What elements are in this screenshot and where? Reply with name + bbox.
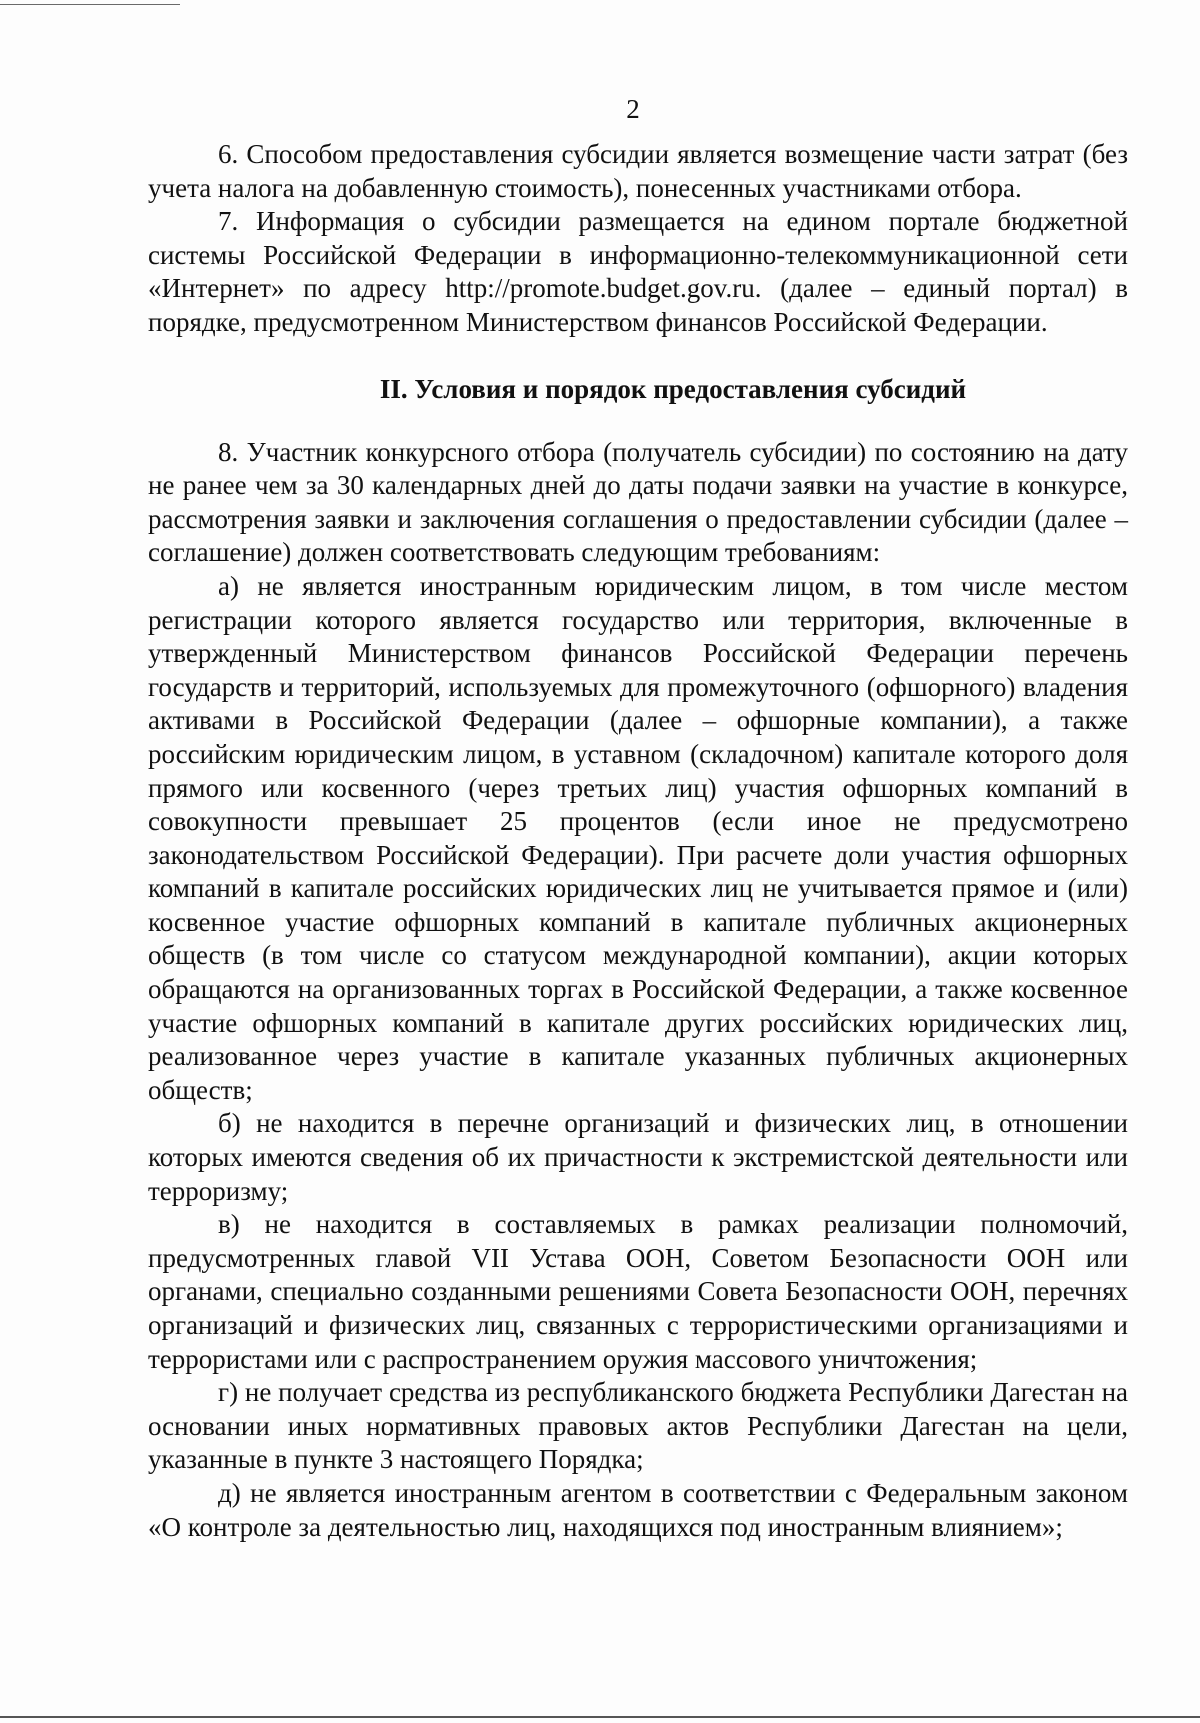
subparagraph-b: б) не находится в перечне организаций и физических лиц, в отношении которых имеются сведения об их причастности к экстремистской деятельности или терроризму; <box>148 1108 1128 1206</box>
paragraph-8: 8. Участник конкурсного отбора (получатель субсидии) по состоянию на дату не ранее чем за 30 календарных дней до даты подачи заявки на участие в конкурсе, рассмотрения заявки и заключения соглашения о предоставлении субсидии (далее – соглашение) должен соответствовать следующим требованиям: <box>148 436 1128 568</box>
paragraph-6: 6. Способом предоставления субсидии является возмещение части затрат (без учета налога на добавленную стоимость), понесенных участниками отбора. <box>148 139 1128 203</box>
spacer <box>148 406 1128 436</box>
subparagraph-g: г) не получает средства из республиканского бюджета Республики Дагестан на основании иных нормативных правовых актов Республики Дагестан на цели, указанные в пункте 3 настоящего Порядка; <box>148 1377 1128 1475</box>
section-heading: II. Условия и порядок предоставления субсидий <box>379 373 967 404</box>
paragraph-7: 7. Информация о субсидии размещается на едином портале бюджетной системы Российской Федерации в информационно-телекоммуникационной сети «Интернет» по адресу http://promote.budget.gov.ru. (далее – единый портал) в порядке, предусмотренном Министерством финансов Российской Федерации. <box>148 206 1128 337</box>
scan-edge-top <box>0 4 180 5</box>
subparagraph-d: д) не является иностранным агентом в соответствии с Федеральным законом «О контроле за деятельностью лиц, находящихся под иностранным влиянием»; <box>148 1477 1128 1542</box>
document-body <box>148 138 1128 1544</box>
scan-edge-bottom <box>0 1716 1200 1718</box>
spacer <box>148 340 1128 372</box>
subparagraph-a: а) не является иностранным юридическим лицом, в том числе местом регистрации которого является государство или территория, включенные в утвержденный Министерством финансов Российской Федерации перечень государств и территорий, используемых для промежуточного (офшорного) владения активами в Российской Федерации (далее – офшорные компании), а также российским юридическим лицом, в уставном (складочном) капитале которого доля прямого или косвенного (через третьих лиц) участия офшорных компаний в совокупности превышает 25 процентов (если иное не предусмотрено законодательством Российской Федерации). При расчете доли участия офшорных компаний в капитале российских юридических лиц не учитывается прямое и (или) косвенное участие офшорных компаний в капитале публичных акционерных обществ (в том числе со статусом международной компании), акции которых обращаются на организованных торгах в Российской Федерации, а также косвенное участие офшорных компаний в капитале других российских юридических лиц, реализованное через участие в капитале указанных публичных акционерных обществ; <box>148 570 1128 1105</box>
page-number: 2 <box>626 94 640 124</box>
subparagraph-v: в) не находится в составляемых в рамках реализации полномочий, предусмотренных главой VII Устава ООН, Советом Безопасности ООН или органами, специально созданными решениями Совета Безопасности ООН, перечнях организаций и физических лиц, связанных с террористическими организациями и террористами или с распространением оружия массового уничтожения; <box>148 1209 1128 1374</box>
